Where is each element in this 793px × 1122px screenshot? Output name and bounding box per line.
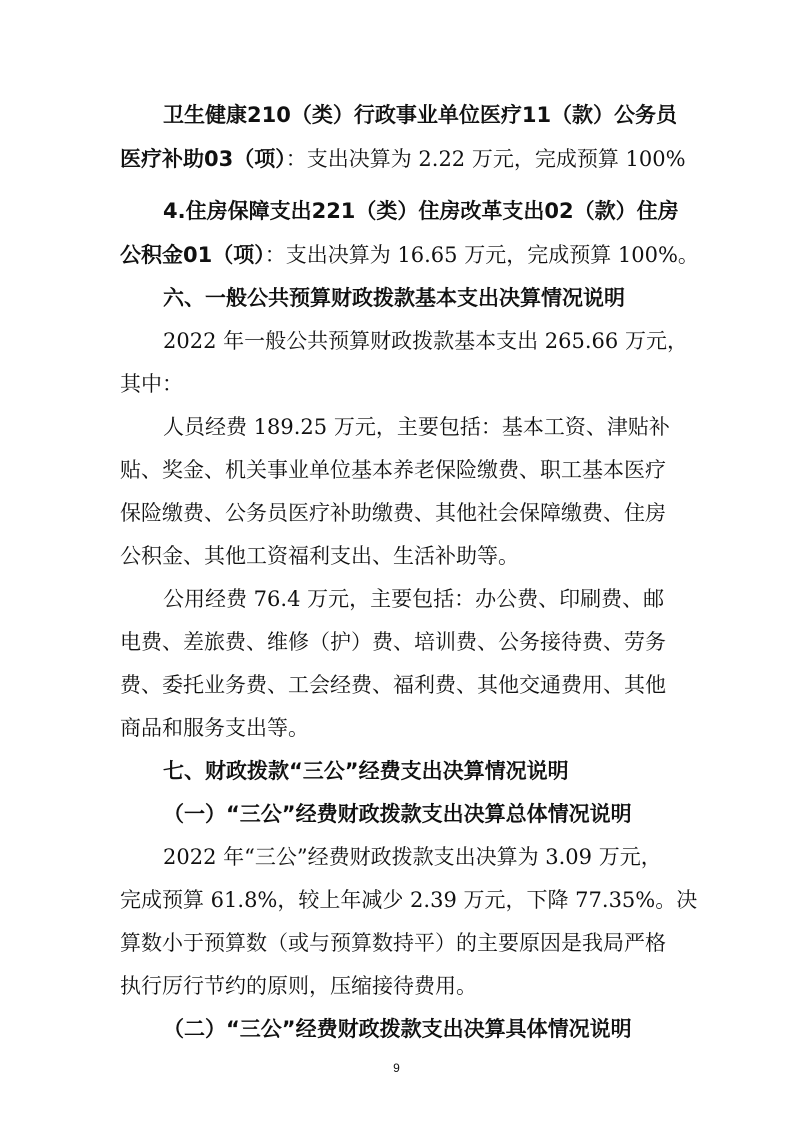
subsection-heading-one: （一）“三公”经费财政拨款支出决算总体情况说明 bbox=[163, 802, 632, 826]
paragraph-basic-expenditure-line-2: 其中： bbox=[120, 372, 183, 396]
line-medical-subsidy bbox=[120, 144, 686, 174]
housing-fund-value: ：支出决算为 16.65 万元，完成预算 100%。 bbox=[264, 243, 699, 267]
paragraph-public-line-1: 公用经费 76.4 万元，主要包括：办公费、印刷费、邮 bbox=[163, 587, 665, 611]
medical-subsidy-value: ：支出决算为 2.22 万元，完成预算 100% bbox=[285, 147, 686, 171]
paragraph-personnel-line-3: 保险缴费、公务员医疗补助缴费、其他社会保障缴费、住房 bbox=[120, 501, 666, 525]
section-heading-six: 六、一般公共预算财政拨款基本支出决算情况说明 bbox=[163, 286, 625, 310]
paragraph-public-line-4: 商品和服务支出等。 bbox=[120, 716, 309, 740]
housing-fund-heading: 公积金01（项） bbox=[120, 243, 265, 267]
subsection-heading-two: （二）“三公”经费财政拨款支出决算具体情况说明 bbox=[163, 1017, 632, 1041]
paragraph-three-public-line-4: 执行厉行节约的原则，压缩接待费用。 bbox=[120, 974, 477, 998]
line-housing-fund bbox=[120, 240, 699, 270]
medical-subsidy-heading: 医疗补助03（项） bbox=[120, 147, 286, 171]
paragraph-three-public-line-3: 算数小于预算数（或与预算数持平）的主要原因是我局严格 bbox=[120, 931, 666, 955]
paragraph-personnel-line-1: 人员经费 189.25 万元，主要包括：基本工资、津贴补 bbox=[163, 415, 670, 439]
paragraph-three-public-line-2: 完成预算 61.8%，较上年减少 2.39 万元，下降 77.35%。决 bbox=[120, 888, 698, 912]
paragraph-public-line-2: 电费、差旅费、维修（护）费、培训费、公务接待费、劳务 bbox=[120, 630, 666, 654]
line-housing-category: 4.住房保障支出221（类）住房改革支出02（款）住房 bbox=[163, 199, 679, 223]
line-health-category: 卫生健康210（类）行政事业单位医疗11（款）公务员 bbox=[163, 103, 678, 127]
section-heading-seven: 七、财政拨款“三公”经费支出决算情况说明 bbox=[163, 759, 569, 783]
paragraph-public-line-3: 费、委托业务费、工会经费、福利费、其他交通费用、其他 bbox=[120, 673, 666, 697]
page-number: 9 bbox=[393, 1061, 400, 1075]
paragraph-personnel-line-4: 公积金、其他工资福利支出、生活补助等。 bbox=[120, 544, 519, 568]
paragraph-basic-expenditure-line-1: 2022 年一般公共预算财政拨款基本支出 265.66 万元， bbox=[163, 329, 688, 353]
paragraph-personnel-line-2: 贴、奖金、机关事业单位基本养老保险缴费、职工基本医疗 bbox=[120, 458, 666, 482]
paragraph-three-public-line-1: 2022 年“三公”经费财政拨款支出决算为 3.09 万元， bbox=[163, 845, 662, 869]
